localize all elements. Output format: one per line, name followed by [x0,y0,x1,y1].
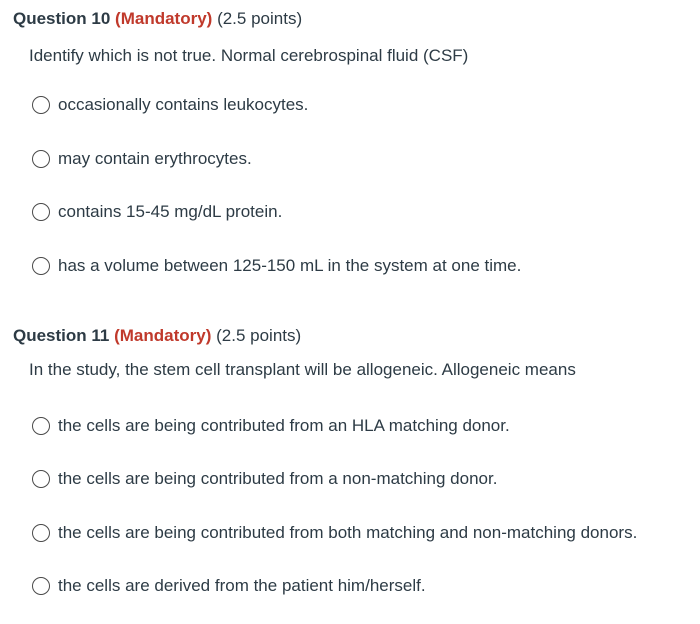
answer-option-label: the cells are being contributed from an HLA matching donor. [58,416,510,435]
answer-option-label: the cells are being contributed from a non-matching donor. [58,469,498,488]
radio-button[interactable] [32,577,50,595]
answer-option-b[interactable] [32,147,252,171]
answer-option-label: the cells are derived from the patient him/herself. [58,576,426,595]
radio-button[interactable] [32,150,50,168]
radio-button[interactable] [32,96,50,114]
points-label: (2.5 points) [216,326,302,345]
question-header [13,8,302,30]
mandatory-label: (Mandatory) [115,9,213,28]
answer-option-a[interactable] [32,414,510,438]
answer-option-label: may contain erythrocytes. [58,149,252,168]
answer-option-label: has a volume between 125-150 mL in the system at one time. [58,256,522,275]
question-number: Question 11 [13,326,110,345]
radio-button[interactable] [32,470,50,488]
mandatory-label: (Mandatory) [114,326,212,345]
radio-button[interactable] [32,257,50,275]
question-prompt: In the study, the stem cell transplant will be allogeneic. Allogeneic means [29,360,576,379]
question-number: Question 10 [13,9,111,28]
radio-button[interactable] [32,524,50,542]
answer-option-c[interactable] [32,200,282,224]
answer-option-label: contains 15-45 mg/dL protein. [58,202,283,221]
radio-button[interactable] [32,417,50,435]
radio-button[interactable] [32,203,50,221]
answer-option-b[interactable] [32,467,497,491]
answer-option-c[interactable] [32,521,637,545]
question-header [13,325,301,347]
answer-option-d[interactable] [32,574,426,598]
points-label: (2.5 points) [217,9,303,28]
answer-option-d[interactable] [32,254,521,278]
answer-option-label: the cells are being contributed from both matching and non-matching donors. [58,523,638,542]
answer-option-a[interactable] [32,93,308,117]
answer-option-label: occasionally contains leukocytes. [58,95,309,114]
question-prompt: Identify which is not true. Normal cerebrospinal fluid (CSF) [29,46,469,65]
